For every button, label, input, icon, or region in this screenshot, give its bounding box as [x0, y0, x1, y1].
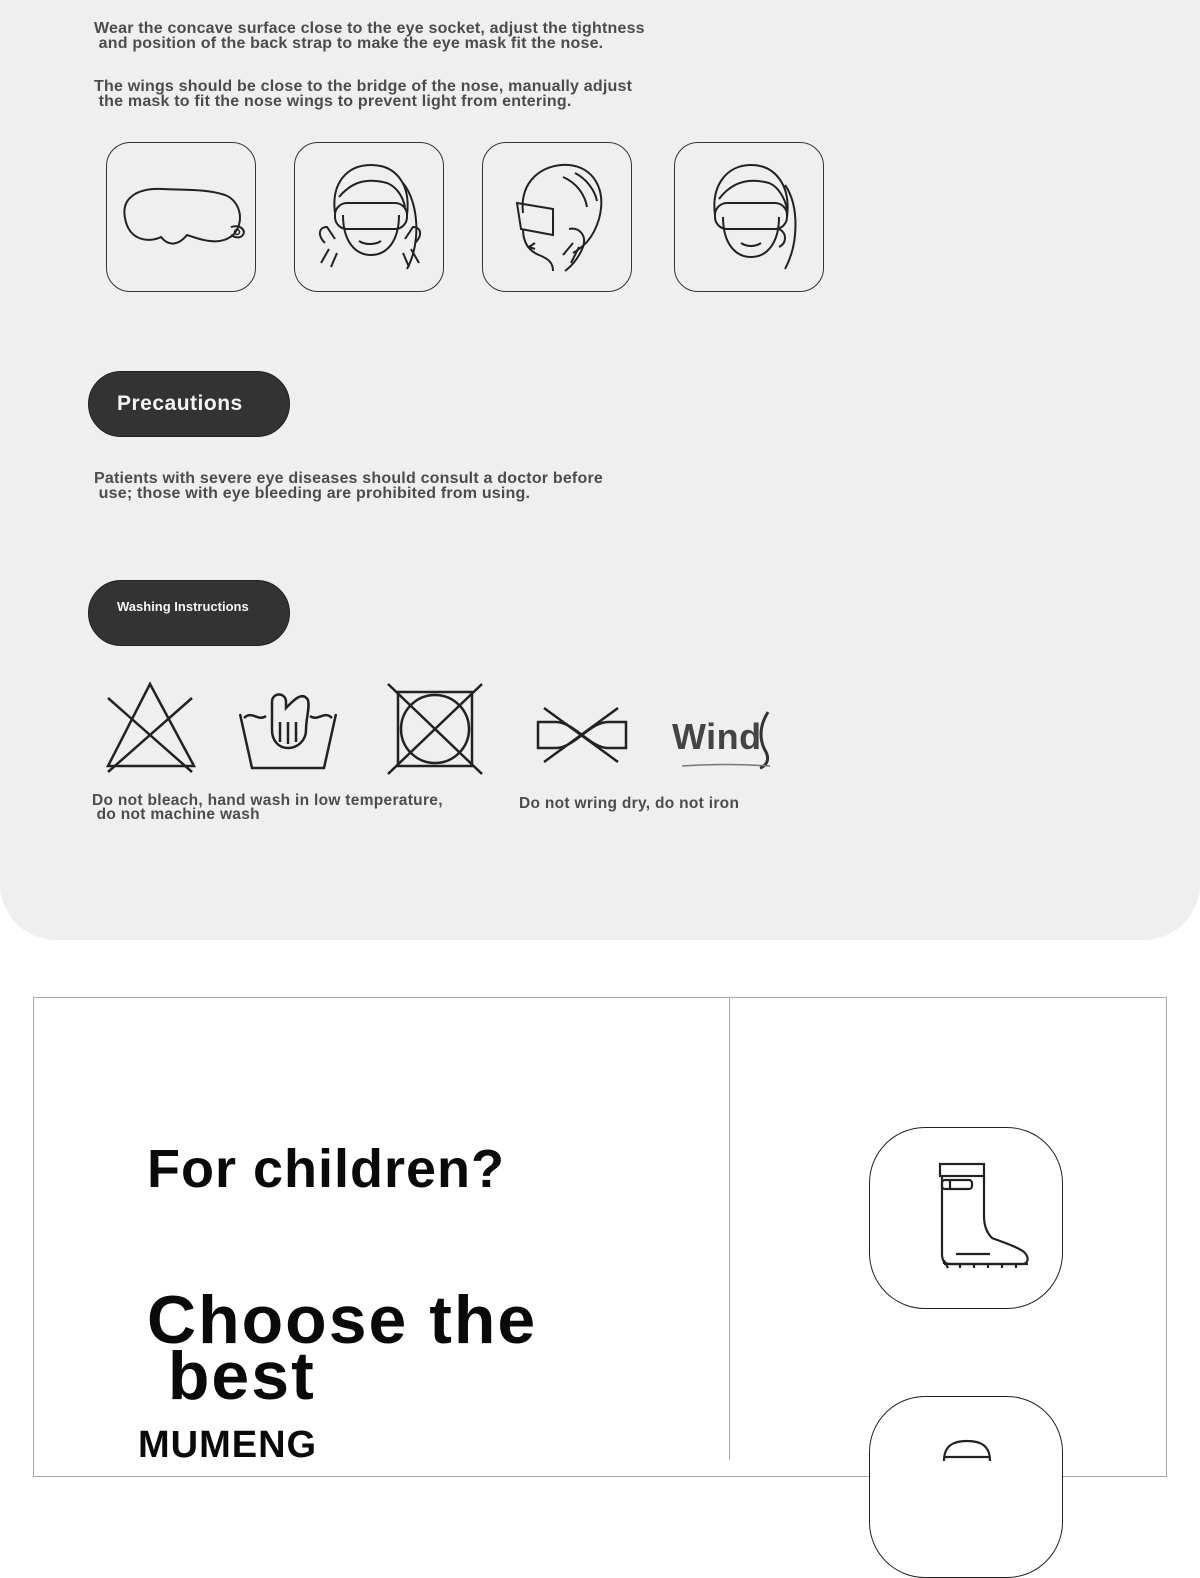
promo-tagline: Choose the best [147, 1282, 538, 1414]
wind-label: Wind [672, 716, 762, 757]
washing-heading-pill [88, 580, 290, 646]
wearing-mask-side-icon [482, 142, 632, 292]
helmet-icon [870, 1397, 1064, 1461]
wearing-mask-front-icon [294, 142, 444, 292]
washing-caption-left: Do not bleach, hand wash in low temperature, do not machine wash [92, 792, 443, 823]
brand-name: MUMENG [138, 1424, 318, 1466]
no-tumble-dry-icon [386, 678, 484, 778]
boot-tile [869, 1127, 1063, 1309]
boot-icon [870, 1128, 1064, 1310]
precautions-heading-pill [88, 371, 290, 437]
precautions-text: Patients with severe eye diseases should consult a doctor before use; those with eye bleeding are prohibited from using. [94, 470, 603, 502]
promo-headline: For children? [147, 1139, 506, 1199]
wearing-instruction-step-one: Wear the concave surface close to the eye socket, adjust the tightness and position of the back strap to make the eye mask fit the nose. [94, 20, 645, 52]
precautions-heading: Precautions [117, 392, 243, 415]
washing-heading: Washing Instructions [117, 599, 249, 614]
wearing-mask-fitted-icon [674, 142, 824, 292]
hand-wash-icon [236, 678, 340, 778]
wind-strike-mark [680, 708, 780, 772]
helmet-tile [869, 1396, 1063, 1578]
promo-divider [729, 997, 730, 1460]
eye-mask-icon [106, 142, 256, 292]
washing-caption-right: Do not wring dry, do not iron [519, 795, 740, 812]
wearing-instruction-step-two: The wings should be close to the bridge of the nose, manually adjust the mask to fit the nose wings to prevent light from entering. [94, 78, 633, 110]
no-bleach-icon [102, 678, 198, 778]
no-wring-icon [534, 678, 630, 778]
